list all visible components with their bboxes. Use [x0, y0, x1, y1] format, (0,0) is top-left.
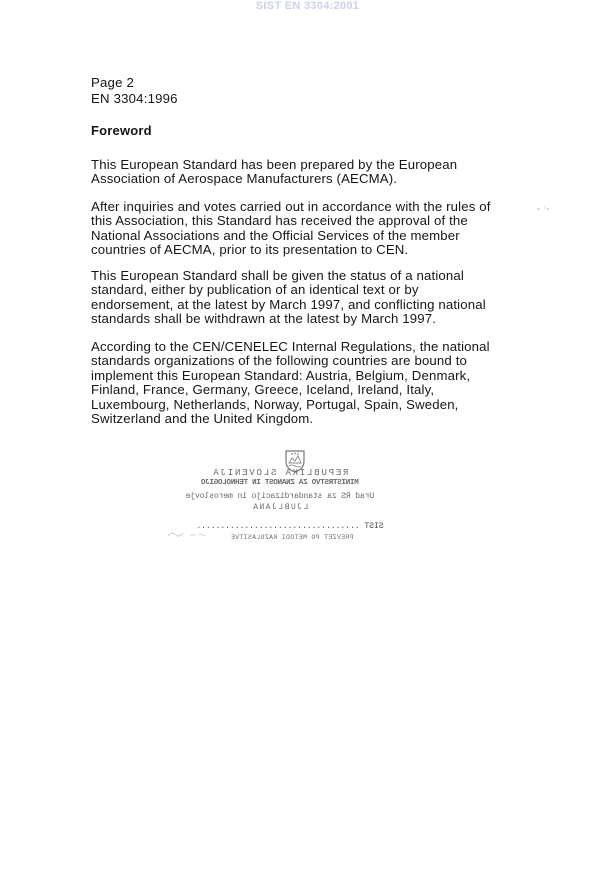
text-line: standards organizations of the following countries are bound to	[91, 353, 468, 369]
foreword-paragraph	[91, 269, 531, 327]
stamp-line: SIST ..................................	[196, 522, 384, 531]
text-line: National Associations and the Official Services of the member	[91, 227, 460, 243]
stamp-line: REPUBLIKA SLOVENIJA	[211, 468, 349, 478]
margin-mark-icon	[536, 206, 550, 212]
document-id: EN 3304:1996	[91, 90, 178, 106]
stamp-line: MINISTRSTVO ZA ZNANOST IN TEHNOLOGIJO	[201, 479, 359, 487]
text-line: implement this European Standard: Austria, Belgium, Denmark,	[91, 367, 471, 383]
foreword-paragraph	[91, 200, 531, 258]
text-line: This European Standard has been prepared by the European	[91, 157, 458, 172]
text-line: Luxembourg, Netherlands, Norway, Portugal, Spain, Sweden,	[91, 396, 459, 412]
page-number: Page 2	[91, 75, 134, 90]
text-line: standards shall be withdrawn at the latest by March 1997.	[91, 311, 437, 327]
foreword-paragraph	[91, 158, 531, 187]
official-stamp	[160, 448, 400, 548]
text-line: Association of Aerospace Manufacturers (AECMA).	[91, 171, 398, 187]
section-title: Foreword	[91, 123, 152, 138]
stamp-line: Urad RS za standardizacijo in meroslovje	[185, 492, 375, 501]
text-line: After inquiries and votes carried out in accordance with the rules of	[91, 199, 491, 214]
text-line: standard, either by publication of an identical text or by	[91, 282, 419, 298]
text-line: endorsement, at the latest by March 1997, and conflicting national	[91, 296, 486, 312]
text-line: Finland, France, Germany, Greece, Iceland, Ireland, Italy,	[91, 382, 435, 398]
text-line: this Association, this Standard has received the approval of the	[91, 213, 468, 229]
stamp-line: LJUBLJANA	[251, 503, 309, 512]
text-line: Switzerland and the United Kingdom.	[91, 411, 314, 427]
stamp-smudge-icon	[166, 528, 210, 540]
text-line: countries of AECMA, prior to its presentation to CEN.	[91, 242, 409, 258]
text-line: According to the CEN/CENELEC Internal Regulations, the national	[91, 339, 490, 354]
page-header	[91, 75, 178, 106]
stamp-line: PREVZET PO METODI RAZGLASITVE	[230, 534, 354, 541]
text-line: This European Standard shall be given the status of a national	[91, 268, 464, 283]
document-watermark: SIST EN 3304:2001	[255, 0, 360, 12]
foreword-paragraph	[91, 340, 531, 426]
